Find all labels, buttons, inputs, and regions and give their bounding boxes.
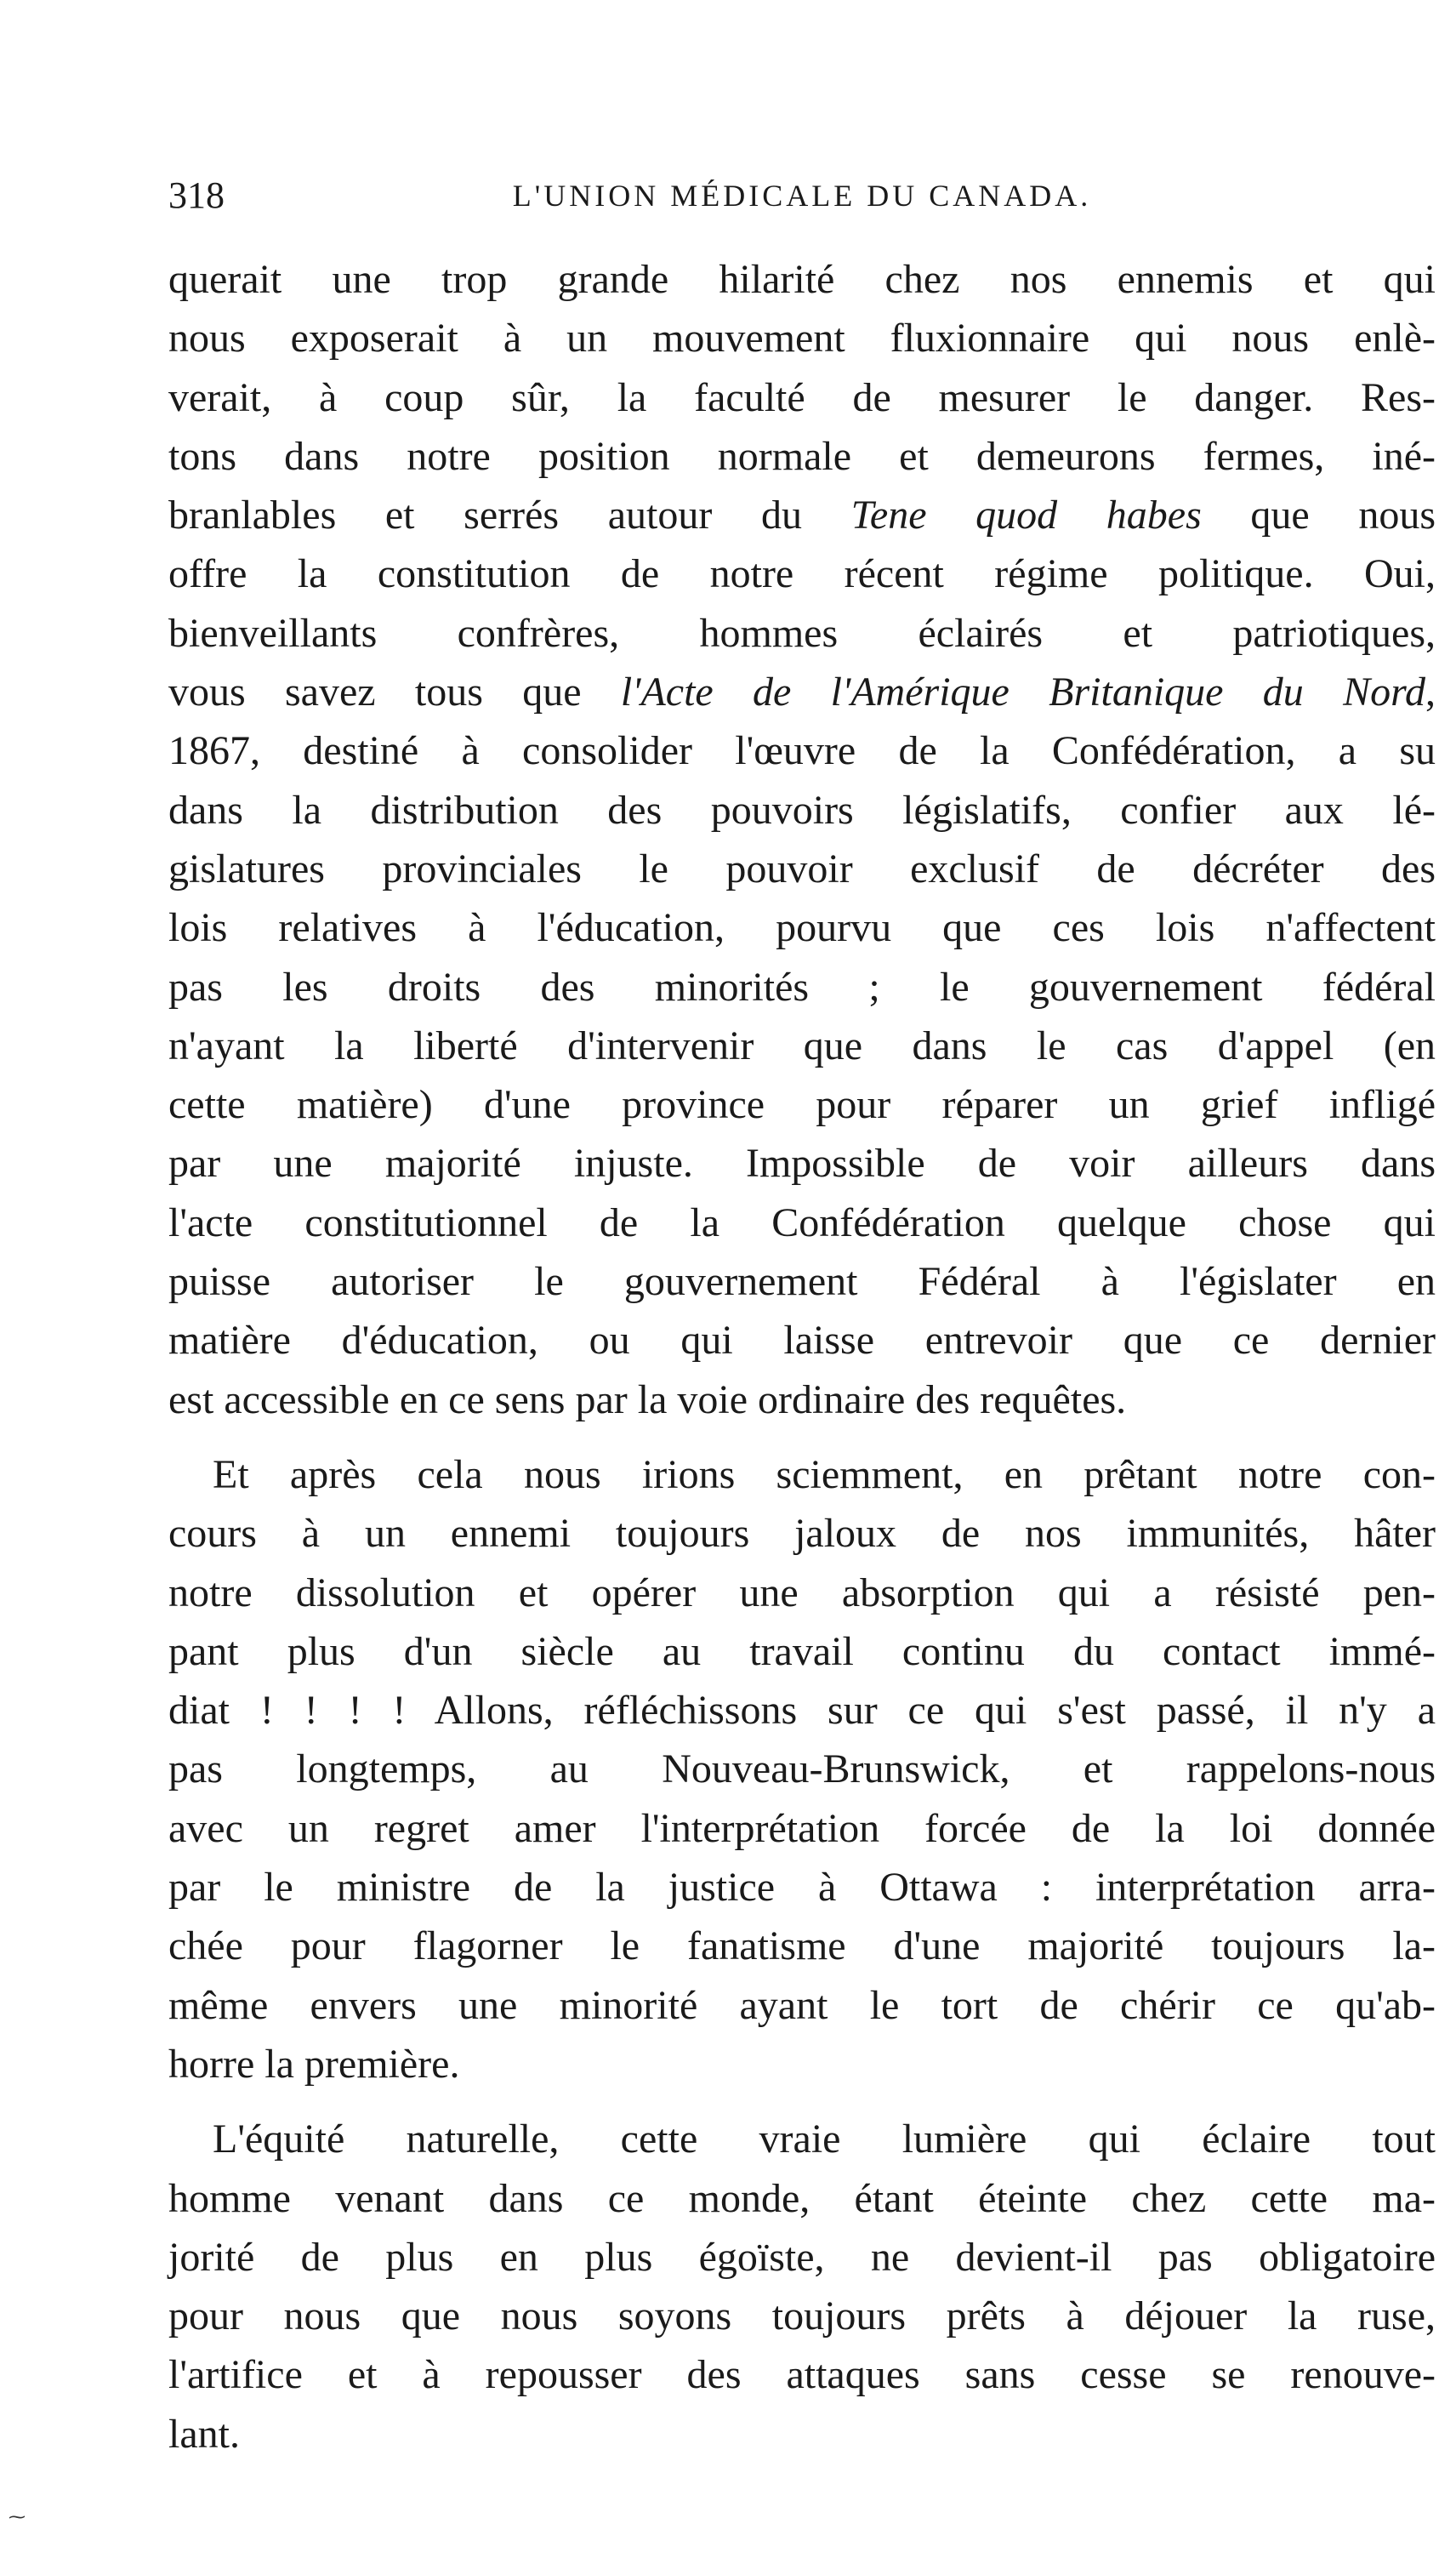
text-line: cours à un ennemi toujours jaloux de nos immunités, hâter [168, 1511, 1436, 1557]
text-line: même envers une minorité ayant le tort de chérir ce qu'ab- [168, 1982, 1436, 2028]
text-line: avec un regret amer l'interprétation forcée de la loi donnée [168, 1805, 1436, 1851]
page-header [168, 170, 1436, 221]
text-line: dans la distribution des pouvoirs législatifs, confier aux lé- [168, 787, 1436, 833]
text-line: pas longtemps, au Nouveau-Brunswick, et rappelons-nous [168, 1746, 1436, 1792]
text-line: vous savez tous que l'Acte de l'Amérique Britanique du Nord, [168, 669, 1436, 715]
text-line: est accessible en ce sens par la voie ordinaire des requêtes. [168, 1376, 1127, 1422]
text-line: 1867, destiné à consolider l'œuvre de la Confédération, a su [168, 728, 1436, 774]
text-line: par le ministre de la justice à Ottawa : interprétation arra- [168, 1865, 1436, 1911]
text-line: Et après cela nous irions sciemment, en prêtant notre con- [213, 1451, 1436, 1497]
body-text [168, 250, 1436, 2464]
page-number: 318 [168, 174, 225, 216]
text-line: gislatures provinciales le pouvoir exclusif de décréter des [168, 846, 1436, 891]
text-line: lant. [168, 2411, 240, 2457]
running-title: L'UNION MÉDICALE DU CANADA. [512, 179, 1092, 213]
paragraph [168, 250, 1436, 1429]
text-line: verait, à coup sûr, la faculté de mesurer le danger. Res- [168, 374, 1436, 420]
text-line: matière d'éducation, ou qui laisse entrevoir que ce dernier [168, 1318, 1436, 1364]
text-line: l'acte constitutionnel de la Confédération quelque chose qui [168, 1199, 1436, 1245]
text-line: pas les droits des minorités ; le gouvernement fédéral [168, 964, 1436, 1010]
text-line: homme venant dans ce monde, étant éteinte chez cette ma- [168, 2175, 1436, 2221]
text-line: nous exposerait à un mouvement fluxionnaire qui nous enlè- [168, 316, 1436, 362]
text-line: par une majorité injuste. Impossible de voir ailleurs dans [168, 1141, 1436, 1187]
text-line: cette matière) d'une province pour réparer un grief infligé [168, 1082, 1436, 1128]
text-line: pour nous que nous soyons toujours prêts à déjouer la ruse, [168, 2293, 1436, 2339]
text-line: lois relatives à l'éducation, pourvu que ces lois n'affectent [168, 905, 1436, 951]
paragraph [168, 2110, 1436, 2464]
italic-phrase: l'Acte de l'Amérique Britanique du Nord [620, 669, 1426, 715]
text-line: L'équité naturelle, cette vraie lumière qui éclaire tout [213, 2116, 1436, 2162]
text-line: chée pour flagorner le fanatisme d'une majorité toujours la- [168, 1923, 1436, 1969]
text-line: pant plus d'un siècle au travail continu du contact immé- [168, 1628, 1436, 1674]
text-line: l'artifice et à repousser des attaques sans cesse se renouve- [168, 2352, 1436, 2398]
text-line: offre la constitution de notre récent régime politique. Oui, [168, 551, 1436, 597]
paragraph [168, 1445, 1436, 2093]
text-line: puisse autoriser le gouvernement Fédéral à l'égislater en [168, 1259, 1436, 1305]
text-line: horre la première. [168, 2041, 460, 2087]
italic-phrase: Tene quod habes [850, 493, 1202, 538]
text-line: tons dans notre position normale et demeurons fermes, iné- [168, 433, 1436, 479]
text-line: diat ! ! ! ! Allons, réfléchissons sur ce qui s'est passé, il n'y a [168, 1688, 1436, 1734]
stray-ink-mark: ⁓ [9, 2508, 26, 2526]
text-line: jorité de plus en plus égoïste, ne devient-il pas obligatoire [168, 2234, 1436, 2280]
text-line: querait une trop grande hilarité chez nos ennemis et qui [168, 257, 1436, 302]
text-line: branlables et serrés autour du Tene quod habes que nous [168, 493, 1436, 538]
text-line: n'ayant la liberté d'intervenir que dans le cas d'appel (en [168, 1023, 1436, 1068]
text-line: bienveillants confrères, hommes éclairés et patriotiques, [168, 610, 1436, 656]
text-line: notre dissolution et opérer une absorption qui a résisté pen- [168, 1569, 1436, 1615]
